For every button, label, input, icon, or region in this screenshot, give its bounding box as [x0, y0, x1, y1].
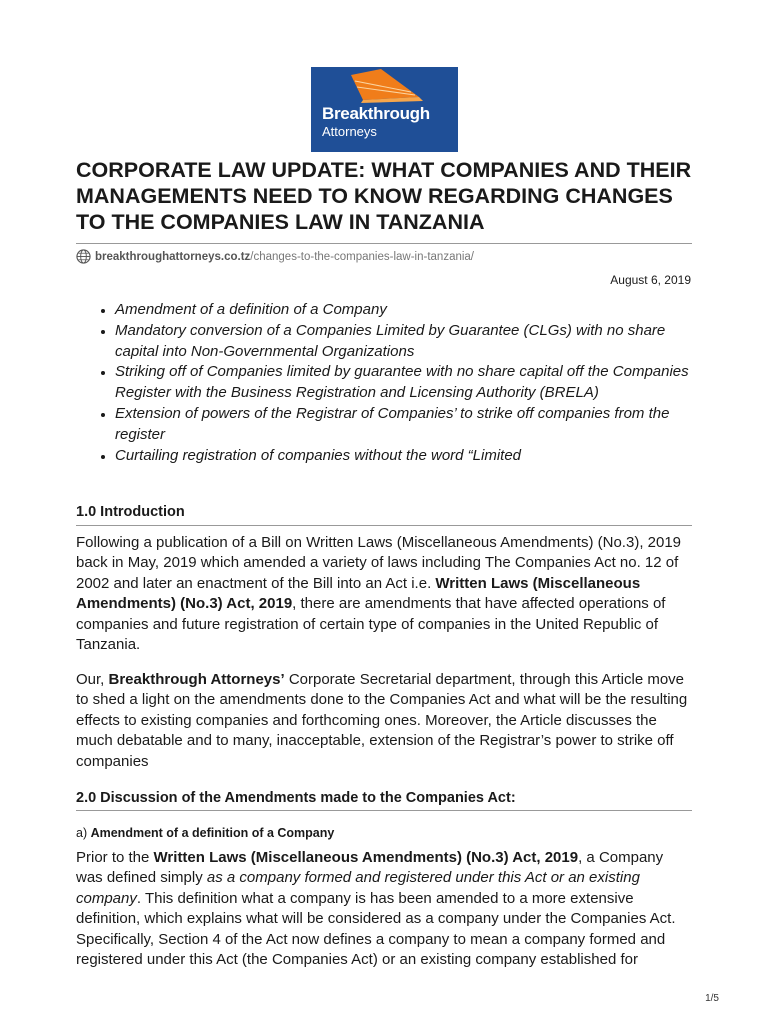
firm-name-bold: Breakthrough Attorneys’ — [108, 671, 285, 688]
bullet-item: Extension of powers of the Registrar of Companies’ to strike off companies from the register — [115, 404, 696, 446]
intro-paragraph-2 — [76, 670, 692, 772]
intro-paragraph-1 — [76, 533, 692, 655]
publish-date: August 6, 2019 — [610, 273, 691, 287]
text-run: , a Company was defined simply — [76, 849, 664, 887]
source-url[interactable] — [76, 249, 474, 264]
source-path[interactable]: /changes-to-the-companies-law-in-tanzania/ — [250, 250, 475, 263]
text-run: Following a publication of a Bill on Written Laws (Miscellaneous Amendments) (No.3), 2019 back in May, 2019 which amended a variety of laws including The Companies Act no. 12 of 2002 and later an enactment of the Bill into an Act i.e. — [76, 534, 682, 592]
section-heading-introduction: 1.0 Introduction — [76, 504, 185, 520]
subsection-heading — [76, 826, 334, 840]
breakthrough-attorneys-logo — [311, 67, 458, 152]
source-domain[interactable]: breakthroughattorneys.co.tz — [95, 250, 251, 263]
text-run: . This definition what a company is has been amended to a more extensive definition, which explains what will be considered as a company under the Companies Act. Specifically, Section 4 of the Act now defines a company to mean a company formed and registered under this Act (the Companies Act) or an existing company established for — [76, 889, 676, 969]
subsection-title: Amendment of a definition of a Company — [90, 826, 335, 840]
globe-icon — [76, 249, 91, 264]
section-divider — [76, 810, 692, 811]
section-heading-discussion: 2.0 Discussion of the Amendments made to the Companies Act: — [76, 790, 516, 806]
logo-sub-text: Attorneys — [322, 124, 377, 139]
act-name-bold: Written Laws (Miscellaneous Amendments) (No.3) Act, 2019 — [76, 574, 641, 613]
text-run: Our, — [76, 671, 109, 688]
subsection-prefix: a) — [76, 826, 91, 840]
page-title: CORPORATE LAW UPDATE: WHAT COMPANIES AND THEIR MANAGEMENTS NEED TO KNOW REGARDING CHANGES TO THE COMPANIES LAW IN TANZANIA — [76, 158, 692, 234]
text-run: , there are amendments that have affected operations of companies and future registration of certain type of companies in the United Republic of Tanzania. — [76, 595, 666, 654]
text-run: Prior to the — [76, 849, 154, 866]
bullet-item: Mandatory conversion of a Companies Limited by Guarantee (CLGs) with no share capital into Non-Governmental Organizations — [115, 321, 696, 363]
act-name-bold: Written Laws (Miscellaneous Amendments) (No.3) Act, 2019 — [153, 849, 579, 866]
bullet-item: Amendment of a definition of a Company — [115, 300, 696, 321]
title-divider — [76, 243, 692, 244]
text-run: Corporate Secretarial department, through this Article move to shed a light on the amendments done to the Companies Act and what will be the resulting effects to existing companies and forthcoming ones. Moreover, the Article discusses the much debatable and to many, inacceptable, extension of the Registrar’s power to strike off companies — [76, 671, 688, 770]
summary-bullet-list — [76, 300, 696, 466]
bullet-item: Striking off of Companies limited by guarantee with no share capital off the Companies Register with the Business Registration and Licensing Authority (BRELA) — [115, 362, 696, 404]
section-divider — [76, 525, 692, 526]
discussion-paragraph-1 — [76, 848, 692, 970]
logo-brand-text: Breakthrough — [322, 104, 430, 123]
page-number: 1/5 — [705, 993, 719, 1004]
bullet-item: Curtailing registration of companies without the word “Limited — [115, 446, 696, 467]
definition-italic: as a company formed and registered under this Act or an existing company — [76, 869, 640, 907]
